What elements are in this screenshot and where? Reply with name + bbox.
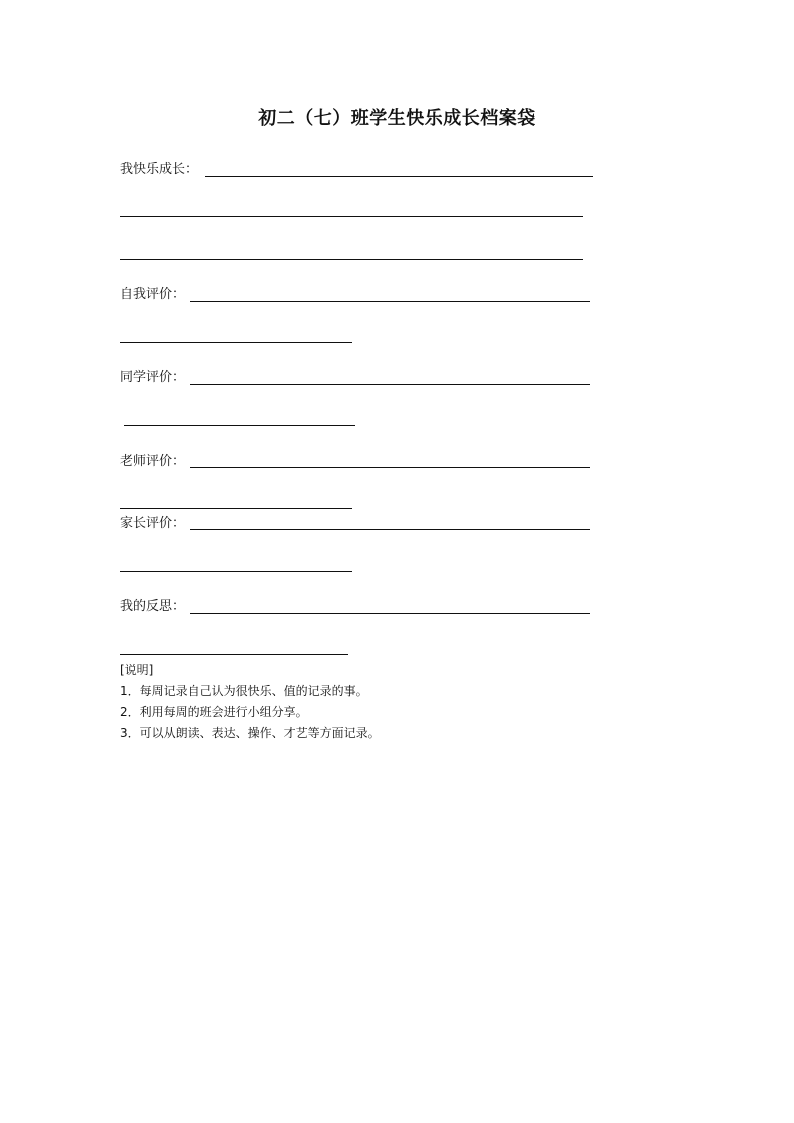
teacher-evaluation-line-2 [120, 508, 352, 509]
teacher-evaluation-label: 老师评价： [120, 454, 186, 469]
parent-evaluation-line-2 [120, 571, 352, 572]
my-growth-line-2 [120, 216, 583, 217]
my-reflection-line-1 [190, 613, 590, 614]
my-reflection-label: 我的反思： [120, 599, 186, 614]
parent-evaluation-label: 家长评价： [120, 516, 186, 531]
note-item-2: 2．利用每周的班会进行小组分享。 [120, 705, 308, 719]
my-growth-line-3 [120, 259, 583, 260]
self-evaluation-line-2 [120, 342, 352, 343]
notes-block [120, 660, 680, 744]
self-evaluation-label: 自我评价： [120, 287, 186, 302]
peer-evaluation-line-2 [124, 425, 355, 426]
my-reflection-line-2 [120, 654, 348, 655]
teacher-evaluation-line-1 [190, 467, 590, 468]
document-title: 初二（七）班学生快乐成长档案袋 [258, 108, 536, 129]
notes-heading: [说明] [120, 663, 154, 677]
note-item-3: 3．可以从朗读、表达、操作、才艺等方面记录。 [120, 726, 380, 740]
my-growth-label: 我快乐成长： [120, 162, 199, 177]
peer-evaluation-line-1 [190, 384, 590, 385]
parent-evaluation-line-1 [190, 529, 590, 530]
my-growth-line-1 [205, 176, 593, 177]
note-item-1: 1．每周记录自己认为很快乐、值的记录的事。 [120, 684, 368, 698]
peer-evaluation-label: 同学评价： [120, 370, 186, 385]
self-evaluation-line-1 [190, 301, 590, 302]
